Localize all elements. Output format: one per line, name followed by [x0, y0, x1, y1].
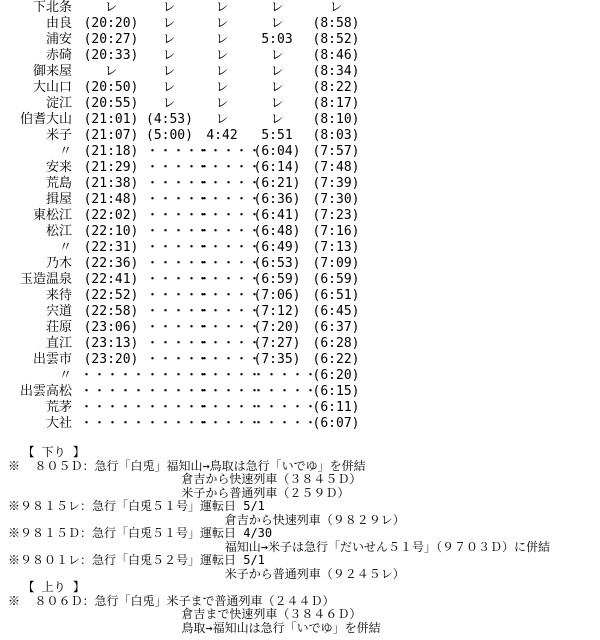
- station-name: 揖屋: [45, 192, 72, 207]
- time-cell: (7:23): [312, 208, 360, 223]
- station-name: 御来屋: [32, 64, 72, 79]
- station-name: 荒島: [45, 176, 72, 191]
- time-cell: ・・・・・: [80, 416, 146, 431]
- time-cell: ・・・・・: [196, 384, 262, 399]
- time-cell: (22:52): [83, 288, 139, 303]
- time-cell: (6:28): [312, 336, 360, 351]
- time-cell: ・・・・・: [146, 384, 212, 399]
- time-cell: (4:53): [146, 112, 193, 127]
- time-cell: (8:03): [312, 128, 360, 143]
- time-cell: (6:45): [312, 304, 360, 319]
- time-cell: レ: [329, 0, 343, 15]
- time-cell: ・・・・・: [196, 336, 262, 351]
- time-cell: レ: [104, 64, 118, 79]
- time-cell: ・・・・・: [196, 256, 262, 271]
- time-cell: レ: [270, 16, 284, 31]
- note-line: 倉吉から快速列車（９８２９レ）: [8, 512, 405, 527]
- time-cell: (6:20): [312, 368, 360, 383]
- time-cell: 5:03: [261, 32, 293, 47]
- time-cell: ・・・・・: [252, 384, 318, 399]
- time-cell: (6:51): [312, 288, 360, 303]
- time-cell: (21:48): [83, 192, 139, 207]
- time-cell: レ: [162, 16, 176, 31]
- time-cell: ・・・・・: [80, 368, 146, 383]
- time-cell: ・・・・・: [146, 304, 212, 319]
- time-cell: (5:00): [146, 128, 193, 143]
- time-cell: レ: [270, 48, 284, 63]
- time-cell: ・・・・・: [146, 192, 212, 207]
- time-cell: (7:48): [312, 160, 360, 175]
- time-cell: (6:48): [253, 224, 301, 239]
- note-line: ※ ８０６Ｄ：急行「白兎」米子まで普通列車（２４４Ｄ）: [8, 593, 335, 608]
- time-cell: (7:27): [253, 336, 301, 351]
- station-name: 直江: [45, 336, 72, 351]
- time-cell: レ: [162, 64, 176, 79]
- station-name: 大社: [45, 416, 72, 431]
- note-line: 【 上り 】: [8, 580, 85, 594]
- time-cell: レ: [215, 32, 229, 47]
- time-cell: ・・・・・: [146, 224, 212, 239]
- time-cell: (6:59): [312, 272, 360, 287]
- time-cell: レ: [215, 96, 229, 111]
- station-name: 下北条: [32, 0, 72, 15]
- station-name: 米子: [45, 128, 72, 143]
- note-line: ※９８１５Ｄ：急行「白兎５１号」運転日 4/30: [8, 526, 273, 540]
- time-cell: レ: [162, 80, 176, 95]
- station-name: 〃: [58, 144, 72, 159]
- time-cell: (8:17): [312, 96, 360, 111]
- time-cell: ・・・・・: [252, 400, 318, 415]
- time-cell: ・・・・・: [146, 160, 212, 175]
- time-cell: (22:41): [83, 272, 139, 287]
- time-cell: ・・・・・: [146, 240, 212, 255]
- note-line: 【 下り 】: [8, 445, 85, 459]
- time-cell: (20:20): [83, 16, 139, 31]
- time-cell: レ: [270, 112, 284, 127]
- time-cell: ・・・・・: [196, 272, 262, 287]
- time-cell: (6:59): [253, 272, 301, 287]
- time-cell: (6:11): [312, 400, 360, 415]
- time-cell: レ: [162, 32, 176, 47]
- time-cell: (7:09): [312, 256, 360, 271]
- station-name: 出雲市: [32, 352, 72, 367]
- time-cell: ・・・・・: [146, 208, 212, 223]
- time-cell: レ: [215, 0, 229, 15]
- note-line: ※９８１５レ：急行「白兎５１号」運転日 5/1: [8, 499, 265, 513]
- time-cell: ・・・・・: [146, 272, 212, 287]
- station-name: 荒茅: [45, 400, 72, 415]
- station-name: 〃: [58, 368, 72, 383]
- time-cell: ・・・・・: [80, 400, 146, 415]
- time-cell: ・・・・・: [196, 304, 262, 319]
- time-cell: 4:42: [206, 128, 238, 143]
- station-name: 宍道: [45, 304, 72, 319]
- time-cell: (6:21): [253, 176, 301, 191]
- time-cell: レ: [215, 48, 229, 63]
- station-name: 浦安: [45, 32, 72, 47]
- time-cell: (7:13): [312, 240, 360, 255]
- time-cell: (21:01): [83, 112, 139, 127]
- time-cell: (7:12): [253, 304, 301, 319]
- time-cell: レ: [162, 48, 176, 63]
- station-name: 〃: [58, 240, 72, 255]
- time-cell: (6:41): [253, 208, 301, 223]
- time-cell: (7:30): [312, 192, 360, 207]
- time-cell: (21:29): [83, 160, 139, 175]
- time-cell: レ: [270, 80, 284, 95]
- time-cell: レ: [162, 0, 176, 15]
- time-cell: (7:39): [312, 176, 360, 191]
- note-line: 米子から普通列車（２５９Ｄ）: [8, 485, 350, 500]
- station-name: 出雲高松: [19, 384, 72, 399]
- station-name: 由良: [45, 16, 72, 31]
- time-cell: (22:10): [83, 224, 139, 239]
- time-cell: ・・・・・: [146, 288, 212, 303]
- station-name: 大山口: [32, 80, 72, 95]
- time-cell: (6:14): [253, 160, 301, 175]
- time-cell: (22:02): [83, 208, 139, 223]
- time-cell: (21:18): [83, 144, 139, 159]
- time-cell: (20:27): [83, 32, 139, 47]
- time-cell: ・・・・・: [196, 320, 262, 335]
- time-cell: (6:15): [312, 384, 360, 399]
- station-name: 伯耆大山: [19, 112, 72, 127]
- time-cell: (8:58): [312, 16, 360, 31]
- time-cell: (6:04): [253, 144, 301, 159]
- time-cell: ・・・・・: [196, 368, 262, 383]
- time-cell: レ: [162, 96, 176, 111]
- time-cell: レ: [270, 96, 284, 111]
- time-cell: (7:06): [253, 288, 301, 303]
- note-line: ※ ８０５Ｄ：急行「白兎」福知山→鳥取は急行「いでゆ」を併結: [8, 458, 366, 473]
- time-cell: ・・・・・: [196, 192, 262, 207]
- time-cell: (8:34): [312, 64, 360, 79]
- time-cell: ・・・・・: [196, 400, 262, 415]
- time-cell: (23:06): [83, 320, 139, 335]
- time-cell: ・・・・・: [146, 336, 212, 351]
- time-cell: レ: [270, 64, 284, 79]
- time-cell: (7:16): [312, 224, 360, 239]
- time-cell: (7:20): [253, 320, 301, 335]
- time-cell: レ: [215, 112, 229, 127]
- time-cell: ・・・・・: [196, 176, 262, 191]
- time-cell: ・・・・・: [146, 352, 212, 367]
- time-cell: (22:58): [83, 304, 139, 319]
- note-line: 倉吉まで快速列車（３８４６Ｄ）: [8, 607, 362, 621]
- time-cell: (6:49): [253, 240, 301, 255]
- time-cell: (6:36): [253, 192, 301, 207]
- time-cell: レ: [270, 0, 284, 15]
- time-cell: ・・・・・: [146, 256, 212, 271]
- time-cell: ・・・・・: [196, 240, 262, 255]
- note-line: ※９８０１レ：急行「白兎５２号」運転日 5/1: [8, 553, 265, 567]
- time-cell: (8:10): [312, 112, 360, 127]
- time-cell: ・・・・・: [146, 368, 212, 383]
- note-line: 米子から普通列車（９２４５レ）: [8, 566, 405, 581]
- time-cell: 5:51: [261, 128, 293, 143]
- time-cell: ・・・・・: [80, 384, 146, 399]
- time-cell: ・・・・・: [196, 208, 262, 223]
- time-cell: ・・・・・: [146, 144, 212, 159]
- time-cell: (8:52): [312, 32, 360, 47]
- time-cell: ・・・・・: [146, 416, 212, 431]
- time-cell: ・・・・・: [196, 416, 262, 431]
- time-cell: (6:37): [312, 320, 360, 335]
- time-cell: ・・・・・: [146, 400, 212, 415]
- station-name: 来待: [45, 288, 72, 303]
- station-name: 安来: [45, 160, 72, 175]
- time-cell: (8:22): [312, 80, 360, 95]
- time-cell: (21:07): [83, 128, 139, 143]
- time-cell: (23:20): [83, 352, 139, 367]
- time-cell: レ: [215, 16, 229, 31]
- time-cell: (20:55): [83, 96, 139, 111]
- time-cell: (20:50): [83, 80, 139, 95]
- time-cell: レ: [215, 80, 229, 95]
- time-cell: ・・・・・: [196, 160, 262, 175]
- time-cell: ・・・・・: [252, 416, 318, 431]
- time-cell: ・・・・・: [196, 288, 262, 303]
- time-cell: ・・・・・: [196, 224, 262, 239]
- time-cell: (20:33): [83, 48, 139, 63]
- note-line: 鳥取→福知山は急行「いでゆ」を併結: [8, 620, 381, 635]
- time-cell: レ: [215, 64, 229, 79]
- time-cell: (7:57): [312, 144, 360, 159]
- station-name: 東松江: [32, 208, 72, 223]
- station-name: 乃木: [45, 256, 72, 271]
- time-cell: (23:13): [83, 336, 139, 351]
- station-name: 松江: [45, 224, 72, 239]
- station-name: 荘原: [45, 320, 72, 335]
- time-cell: (6:07): [312, 416, 360, 431]
- time-cell: ・・・・・: [196, 352, 262, 367]
- time-cell: レ: [104, 0, 118, 15]
- time-cell: (8:46): [312, 48, 360, 63]
- time-cell: (22:36): [83, 256, 139, 271]
- time-cell: (21:38): [83, 176, 139, 191]
- note-line: 倉吉から快速列車（３８４５Ｄ）: [8, 472, 362, 486]
- time-cell: ・・・・・: [196, 144, 262, 159]
- time-cell: (6:22): [312, 352, 360, 367]
- time-cell: (22:31): [83, 240, 139, 255]
- station-name: 赤碕: [45, 48, 72, 63]
- station-name: 淀江: [45, 96, 72, 111]
- time-cell: ・・・・・: [146, 176, 212, 191]
- station-name: 玉造温泉: [19, 272, 72, 287]
- time-cell: (7:35): [253, 352, 301, 367]
- time-cell: (6:53): [253, 256, 301, 271]
- time-cell: ・・・・・: [252, 368, 318, 383]
- note-line: 福知山→米子は急行「だいせん５１号」（９７０３Ｄ）に併結: [8, 539, 550, 554]
- time-cell: ・・・・・: [146, 320, 212, 335]
